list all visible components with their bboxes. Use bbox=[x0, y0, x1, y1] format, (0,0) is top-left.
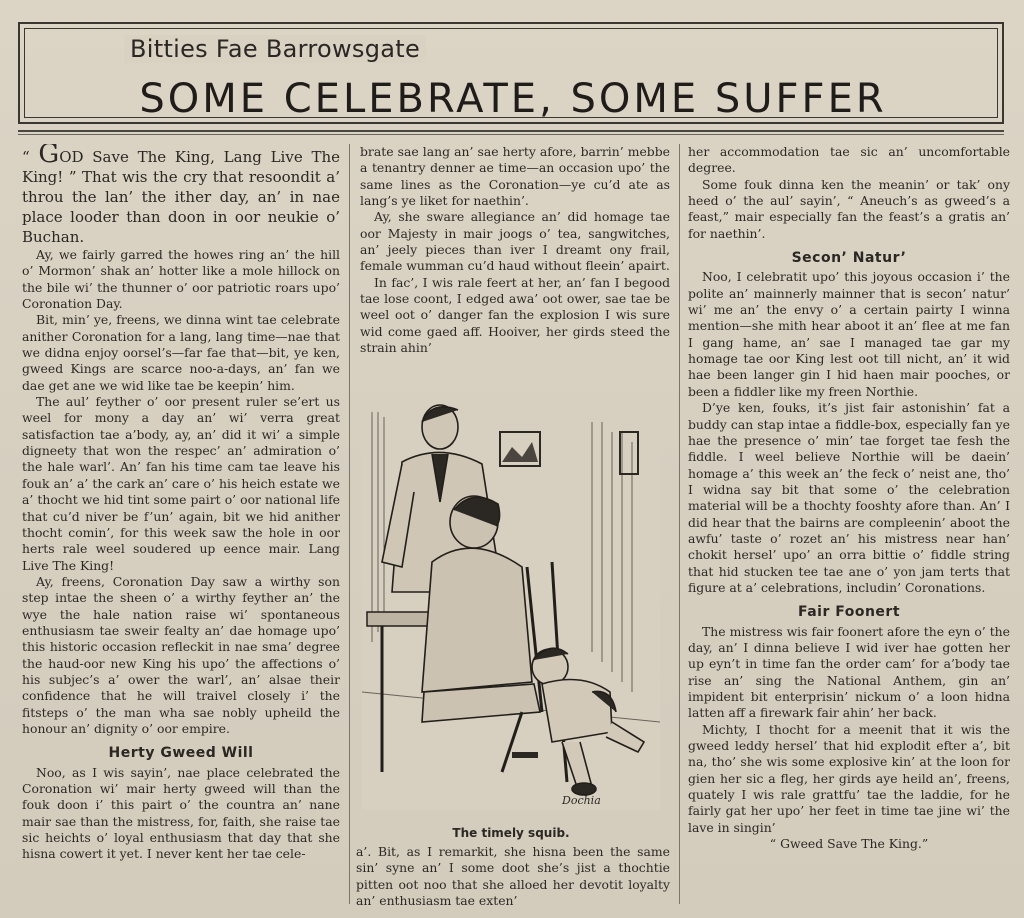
paragraph: In fac’, I wis rale feert at her, an’ fan I begood tae lose coont, I edged awa’ oot ower, sae tae be weel oot o’ danger fan the explosion I wis sure wid come gaed aff. Hooiver, her girds steed the strain ahin’ bbox=[360, 274, 670, 356]
subheading-herty-gweed-will: Herty Gweed Will bbox=[108, 745, 254, 762]
header-rule bbox=[18, 130, 1004, 132]
illustration-caption: The timely squib. bbox=[452, 826, 570, 840]
paragraph: Michty, I thocht for a meenit that it wis the gweed leddy hersel’ that hid explodit efter a’, bit na, tho’ she wis some explosive kin’ at the loon for gien her sic a fleg, her girds aye heild an’, freens, quately I wis rale grattfu’ tae the laddie, for he fairly gat her upo’ her feet in time tae jine wi’ the lave in singin’ bbox=[688, 721, 1010, 835]
column-kicker: Bitties Fae Barrowsgate bbox=[124, 35, 426, 63]
paragraph: a’. Bit, as I remarkit, she hisna been the same sin’ syne an’ I some doot she’s jist a thochtie pitten oot noo that she alloed her devotit loyalty an’ enthusiasm tae exten’ bbox=[356, 844, 670, 909]
header-rule-thin bbox=[18, 134, 1004, 135]
paragraph: Some fouk dinna ken the meanin’ or tak’ ony heed o’ the aul’ sayin’, “ Aneuch’s as gweed’s a feast,” mair especially fan the feast’s a gratis an’ for naethin’. bbox=[688, 176, 1010, 241]
drop-cap: G bbox=[38, 144, 60, 169]
closing-line: “ Gweed Save The King.” bbox=[769, 836, 929, 852]
paragraph: Ay, we fairly garred the howes ring an’ the hill o’ Mormon’ shak an’ hotter like a mole hillock on the bile wi’ the thunner o’ oor patriotic roars upo’ Coronation Day. bbox=[22, 247, 340, 312]
paragraph: brate sae lang an’ sae herty afore, barrin’ mebbe a tenantry denner ae time—an occasion upo’ the same lines as the Coronation—ye cu’d ate as lang’s ye liket for naethin’. bbox=[360, 144, 670, 209]
lead-text: OD Save The King, Lang Live The King! ” That wis the cry that resoondit a’ throu the lan’ the ither day, an’ in nae place looder than doon in oor neukie o’ Buchan. bbox=[22, 148, 340, 246]
article-column-2-continued bbox=[356, 844, 670, 914]
cartoon-illustration bbox=[362, 392, 660, 810]
paragraph: Noo, I celebratit upo’ this joyous occasion i’ the polite an’ mainnerly mainner that is secon’ natur’ wi’ me an’ the envy o’ a certain pairty I winna mention—she mith hear aboot it an’ flee at me fan I gang hame, an’ sae I managed tae gar my homage tae oor King lest oot till nicht, an’ it wid hae been langer gin I hid haen mair pooches, or been a fiddler like my freen Northie. bbox=[688, 269, 1010, 399]
artist-signature: Dochia bbox=[562, 794, 601, 807]
subheading-secon-natur: Secon’ Natur’ bbox=[791, 250, 907, 267]
page-headline: SOME CELEBRATE, SOME SUFFER bbox=[139, 76, 887, 122]
column-divider-2 bbox=[679, 144, 680, 904]
paragraph: The aul’ feyther o’ oor present ruler se’ert us weel for mony a day an’ wi’ verra great satisfaction tae a’body, ay, an’ did it wi’ a simple digneety that won the respec’ an’ admiration o’ the hale warl’. An’ fan his time cam tae leave his fouk an’ a’ the cark an’ care o’ his heich estate we a’ thocht we hid tint some pairt o’ oor national life that cu’d niver be f’un’ again, bit we hid anither thocht comin’, for this week saw the hole in oor herts rale weel soudered up eence mair. Lang Live The King! bbox=[22, 394, 340, 573]
article-column-2 bbox=[360, 144, 670, 384]
article-column-3 bbox=[688, 144, 1010, 904]
paragraph: her accommodation tae sic an’ uncomfortable degree. bbox=[688, 144, 1010, 176]
lead-quote-mark: “ bbox=[22, 148, 39, 166]
paragraph: Noo, as I wis sayin’, nae place celebrated the Coronation wi’ mair herty gweed will than the fouk doon i’ this pairt o’ the countra an’ nane mair sae than the mistress, for, faith, she raise tae sic heichts o’ loyal enthusiasm that day that she hisna cowert it yet. I never kent her tae cele- bbox=[22, 764, 340, 862]
lead-paragraph bbox=[22, 144, 340, 247]
column-divider-1 bbox=[349, 144, 350, 904]
paragraph: Ay, she sware allegiance an’ did homage tae oor Majesty in mair joogs o’ tea, sangwitches, an’ jeely pieces than iver I dreamt ony frail, female wumman cu’d haud without fleein’ apairt. bbox=[360, 209, 670, 274]
firework-squib bbox=[512, 752, 538, 758]
paragraph: D’ye ken, fouks, it’s jist fair astonishin’ fat a buddy can stap intae a fiddle-box, especially fan ye hae the presence o’ min’ tae forget tae fesh the fiddle. I weel believe Northie will be daein’ homage a’ this week an’ the feck o’ neist ane, tho’ I widna say bit that some o’ the celebration material will be a thochty fooshty afore than. An’ I did hear that the bairns are compleenin’ aboot the awfu’ taste o’ rozet an’ his mistress near han’ chokit hersel’ upo’ an orra bittie o’ fiddle string that hid stucken tee tae ane o’ yon jam terts that figure at a’ celebrations, includin’ Coronations. bbox=[688, 400, 1010, 595]
paragraph: The mistress wis fair foonert afore the eyn o’ the day, an’ I dinna believe I wid iver hae gotten her up eyn’t in time fan the order cam’ for a’body tae rise an’ sing the National Anthem, gin an’ impident bit enterprisin’ nickum o’ a loon hidna latten aff a firewark fair ahin’ her back. bbox=[688, 623, 1010, 721]
article-column-1 bbox=[22, 144, 340, 904]
headline-box bbox=[18, 22, 1004, 124]
paragraph: Bit, min’ ye, freens, we dinna wint tae celebrate anither Coronation for a lang, lang time—nae that we didna enjoy oorsel’s—far fae that—bit, ye ken, gweed Kings are scarce noo-a-days, an’ fan we dae get ane we wid like tae be keepin’ him. bbox=[22, 312, 340, 393]
subheading-fair-foonert: Fair Foonert bbox=[797, 604, 901, 621]
paragraph: Ay, freens, Coronation Day saw a wirthy son step intae the sheen o’ a wirthy feyther an’ the wye the hale nation raise wi’ spontaneous enthusiasm tae sweir fealty an’ dae homage upo’ this historic occasion refleckit in nae sma’ degree the haud-oor new King his upo’ the affections o’ his subjec’s a’ ower the warl’, an’ alsae their confidence that he will traivel closely i’ the fitsteps o’ the man wha sae nobly upheild the honour an’ dignity o’ oor empire. bbox=[22, 573, 340, 736]
